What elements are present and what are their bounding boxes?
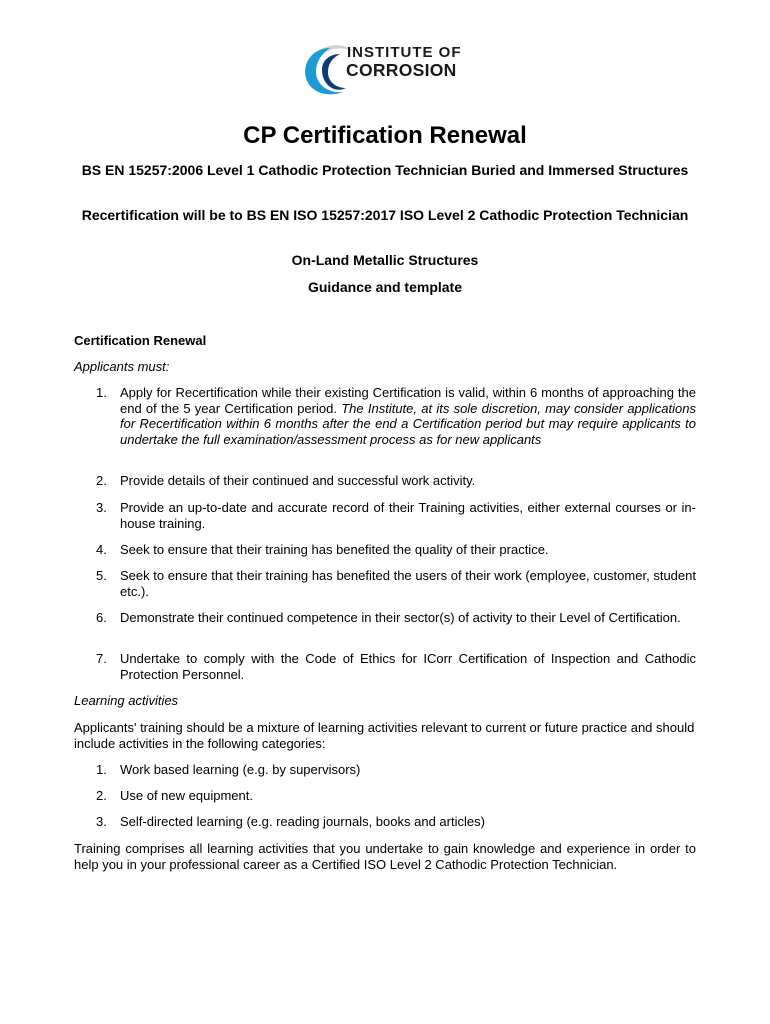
list-text: Demonstrate their continued competence in their sector(s) of activity to their Level of Certification. xyxy=(120,610,681,625)
logo-line-2: CORROSION xyxy=(346,60,457,80)
list-text: Undertake to comply with the Code of Ethics for ICorr Certification of Inspection and Cathodic Protection Personnel. xyxy=(120,651,696,682)
requirement-item-6 xyxy=(96,610,696,626)
list-text: Provide an up-to-date and accurate record of their Training activities, either external courses or in-house training. xyxy=(120,500,696,531)
list-number: 2. xyxy=(96,788,107,803)
recertification-subtitle: Recertification will be to BS EN ISO 15257:2017 ISO Level 2 Cathodic Protection Technician xyxy=(81,207,689,223)
institute-of-corrosion-logo xyxy=(300,40,480,100)
list-number: 6. xyxy=(96,610,107,625)
structures-subtitle: On-Land Metallic Structures xyxy=(291,252,479,268)
requirement-item-2 xyxy=(96,473,696,489)
list-text: Self-directed learning (e.g. reading journals, books and articles) xyxy=(120,814,485,829)
closing-paragraph: Training comprises all learning activities that you undertake to gain knowledge and experience in order to help you in your professional career as a Certified ISO Level 2 Cathodic Protection Technician. xyxy=(74,841,696,872)
standard-subtitle: BS EN 15257:2006 Level 1 Cathodic Protection Technician Buried and Immersed Structures xyxy=(81,162,689,178)
guidance-subtitle: Guidance and template xyxy=(307,279,463,295)
learning-heading: Learning activities xyxy=(74,693,179,708)
requirement-item-1 xyxy=(96,385,696,447)
learning-item-3 xyxy=(96,814,696,830)
list-number: 2. xyxy=(96,473,107,488)
page-title: CP Certification Renewal xyxy=(243,122,527,149)
requirement-item-3 xyxy=(96,500,696,531)
list-number: 5. xyxy=(96,568,107,583)
learning-item-1 xyxy=(96,762,696,778)
list-number: 4. xyxy=(96,542,107,557)
requirement-item-5 xyxy=(96,568,696,599)
list-text: Work based learning (e.g. by supervisors) xyxy=(120,762,361,777)
list-text: Use of new equipment. xyxy=(120,788,253,803)
learning-intro: Applicants' training should be a mixture of learning activities relevant to current or future practice and should include activities in the following categories: xyxy=(74,720,695,751)
learning-item-2 xyxy=(96,788,696,804)
list-number: 1. xyxy=(96,385,107,400)
list-text: Apply for Recertification while their existing Certification is valid, within 6 months of approaching the end of the 5 year Certification period. The Institute, at its sole discretion, may consider applications for Recertification within 6 months after the end a Certification period but may require applicants to undertake the full examination/assessment process as for new applicants xyxy=(120,385,696,447)
list-number: 3. xyxy=(96,814,107,829)
list-number: 7. xyxy=(96,651,107,666)
list-number: 1. xyxy=(96,762,107,777)
list-text: Seek to ensure that their training has benefited the quality of their practice. xyxy=(120,542,549,557)
section-heading: Certification Renewal xyxy=(74,333,207,348)
list-text: Provide details of their continued and successful work activity. xyxy=(120,473,476,488)
list-number: 3. xyxy=(96,500,107,515)
requirement-item-4 xyxy=(96,542,696,558)
list-text: Seek to ensure that their training has benefited the users of their work (employee, customer, student etc.). xyxy=(120,568,696,599)
applicants-must-label: Applicants must: xyxy=(74,359,170,374)
requirement-item-7 xyxy=(96,651,696,682)
logo-line-1: INSTITUTE OF xyxy=(347,44,462,61)
